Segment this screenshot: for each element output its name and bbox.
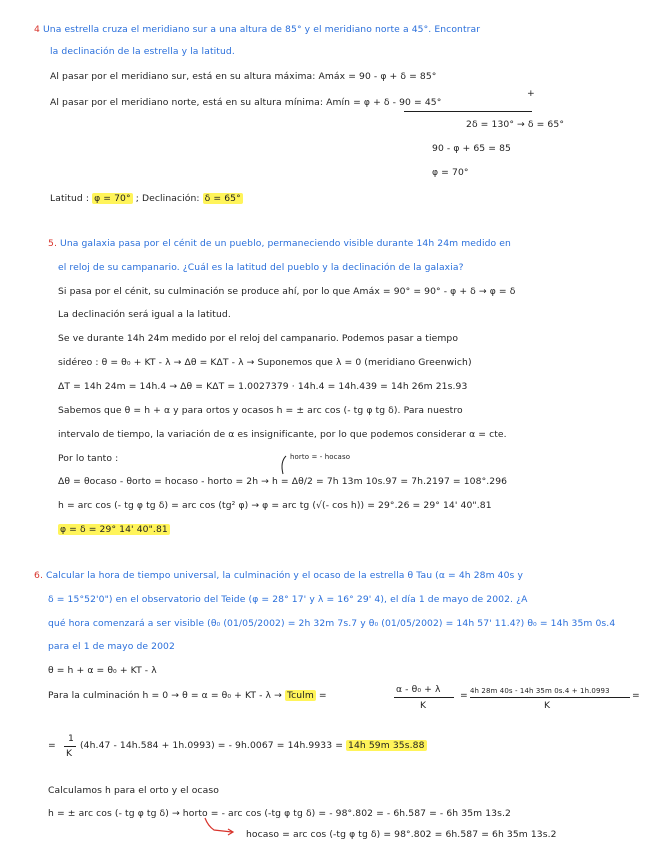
problem-6-line-4: Calculamos h para el orto y el ocaso	[48, 785, 219, 796]
problem-5-line-9: Δθ = θocaso - θorto = hocaso - horto = 2h → h = Δθ/2 = 7h 13m 10s.97 = 7h.2197 = 108°.296	[58, 476, 508, 487]
equals-sign: =	[460, 690, 468, 701]
fraction-2-denominator: K	[544, 700, 551, 711]
problem-4-line-3: 2δ = 130° → δ = 65°	[466, 119, 565, 130]
fraction-1-denominator: K	[420, 700, 427, 711]
problem-4-line-1: Al pasar por el meridiano sur, está en su altura máxima: Amáx = 90 - φ + δ = 85°	[50, 71, 437, 82]
problem-4-line-5: φ = 70°	[432, 167, 469, 178]
problem-6-question-line-4: para el 1 de mayo de 2002	[48, 641, 175, 652]
latitude-highlight: φ = 70°	[94, 193, 131, 204]
problem-5-line-3: Se ve durante 14h 24m medido por el reloj del campanario. Podemos pasar a tiempo	[58, 333, 459, 344]
problem-5-line-4: sidéreo : θ = θ₀ + KT - λ → Δθ = KΔT - λ → Suponemos que λ = 0 (meridiano Greenwich)	[58, 357, 472, 368]
problem-5-line-6: Sabemos que θ = h + α y para ortos y ocasos h = ± arc cos (- tg φ tg δ). Para nuestro	[58, 405, 463, 416]
problem-5-line-5: ΔT = 14h 24m = 14h.4 → Δθ = KΔT = 1.0027379 · 14h.4 = 14h.439 = 14h 26m 21s.93	[58, 381, 468, 392]
problem-6-question-line-1: 6. Calcular la hora de tiempo universal, la culminación y el ocaso de la estrella θ Tau (α = 4h 28m 40s y	[34, 570, 524, 581]
declination-highlight: δ = 65°	[204, 193, 241, 204]
universal-time-highlight: 14h 59m 35s.88	[348, 740, 425, 751]
problem-6-question-line-3: qué hora comenzará a ser visible (θ₀ (01/05/2002) = 2h 32m 7s.7 y θ₀ (01/05/2002) = 14h 57' 11.4?) θ₀ = 14h 35m 0s.4	[48, 618, 616, 629]
problem-6-line-2: Para la culminación h = 0 → θ = α = θ₀ + KT - λ → Tculm =	[48, 690, 327, 701]
problem-number: 6.	[34, 570, 43, 581]
problem-6-question-line-2: δ = 15°52'0") en el observatorio del Teide (φ = 28° 17' y λ = 16° 29' 4), el día 1 de mayo de 2002. ¿A	[48, 594, 528, 605]
problem-5-line-8: Por lo tanto :	[58, 453, 119, 464]
problem-6-line-3: =	[48, 740, 56, 751]
fraction-3-denominator: K	[66, 748, 73, 759]
red-hook-arrow	[205, 818, 232, 832]
problem-6-line-1: θ = h + α = θ₀ + KT - λ	[48, 665, 157, 676]
problem-4-answer: Latitud : φ = 70° ; Declinación: δ = 65°	[50, 193, 241, 204]
problem-number: 5.	[48, 238, 57, 249]
problem-4-question-line-2: la declinación de la estrella y la latitud.	[50, 46, 235, 57]
problem-5-line-1: Si pasa por el cénit, su culminación se produce ahí, por lo que Amáx = 90° = 90° - φ + δ → φ = δ	[58, 286, 516, 297]
note-arrow	[282, 456, 286, 474]
problem-5-line-7: intervalo de tiempo, la variación de α es insignificante, por lo que podemos considerar α = cte.	[58, 429, 507, 440]
problem-number: 4	[34, 24, 40, 35]
problem-5-question-line-1: 5. Una galaxia pasa por el cénit de un pueblo, permaneciendo visible durante 14h 24m medido en	[48, 238, 511, 249]
fraction-2-numerator: 4h 28m 40s - 14h 35m 0s.4 + 1h.0993	[470, 687, 610, 695]
problem-6-line-5: h = ± arc cos (- tg φ tg δ) → horto = - arc cos (-tg φ tg δ) = - 98°.802 = - 6h.587 = - 6h 35m 13s.2	[48, 808, 511, 819]
culmination-highlight: Tculm	[286, 690, 314, 701]
problem-6-line-3-body: (4h.47 - 14h.584 + 1h.0993) = - 9h.0067 = 14h.9933 = 14h 59m 35s.88	[80, 740, 425, 751]
line-end-equals: =	[632, 690, 640, 701]
problem-5-question-line-2: el reloj de su campanario. ¿Cuál es la latitud del pueblo y la declinación de la galaxia?	[58, 262, 464, 273]
problem-5-line-10: h = arc cos (- tg φ tg δ) = arc cos (tg² φ) → φ = arc tg (√(- cos h)) = 29°.26 = 29° 14' 40".81	[58, 500, 492, 511]
fraction-1-numerator: α - θ₀ + λ	[396, 684, 441, 695]
problem-4-line-2: Al pasar por el meridiano norte, está en su altura mínima: Amín = φ + δ - 90 = 45°	[50, 97, 442, 108]
latitude-declination-highlight: φ = δ = 29° 14' 40".81	[60, 524, 168, 535]
fraction-3-numerator: 1	[68, 733, 74, 744]
plus-sign: +	[527, 88, 535, 99]
problem-4-question-line-1: 4 Una estrella cruza el meridiano sur a una altura de 85° y el meridiano norte a 45°. Encontrar	[34, 24, 481, 35]
problem-4-line-4: 90 - φ + 65 = 85	[432, 143, 511, 154]
problem-6-line-6: hocaso = arc cos (-tg φ tg δ) = 98°.802 = 6h.587 = 6h 35m 13s.2	[246, 829, 557, 840]
problem-5-line-2: La declinación será igual a la latitud.	[58, 309, 231, 320]
orto-ocaso-note: horto = - hocaso	[290, 453, 351, 461]
